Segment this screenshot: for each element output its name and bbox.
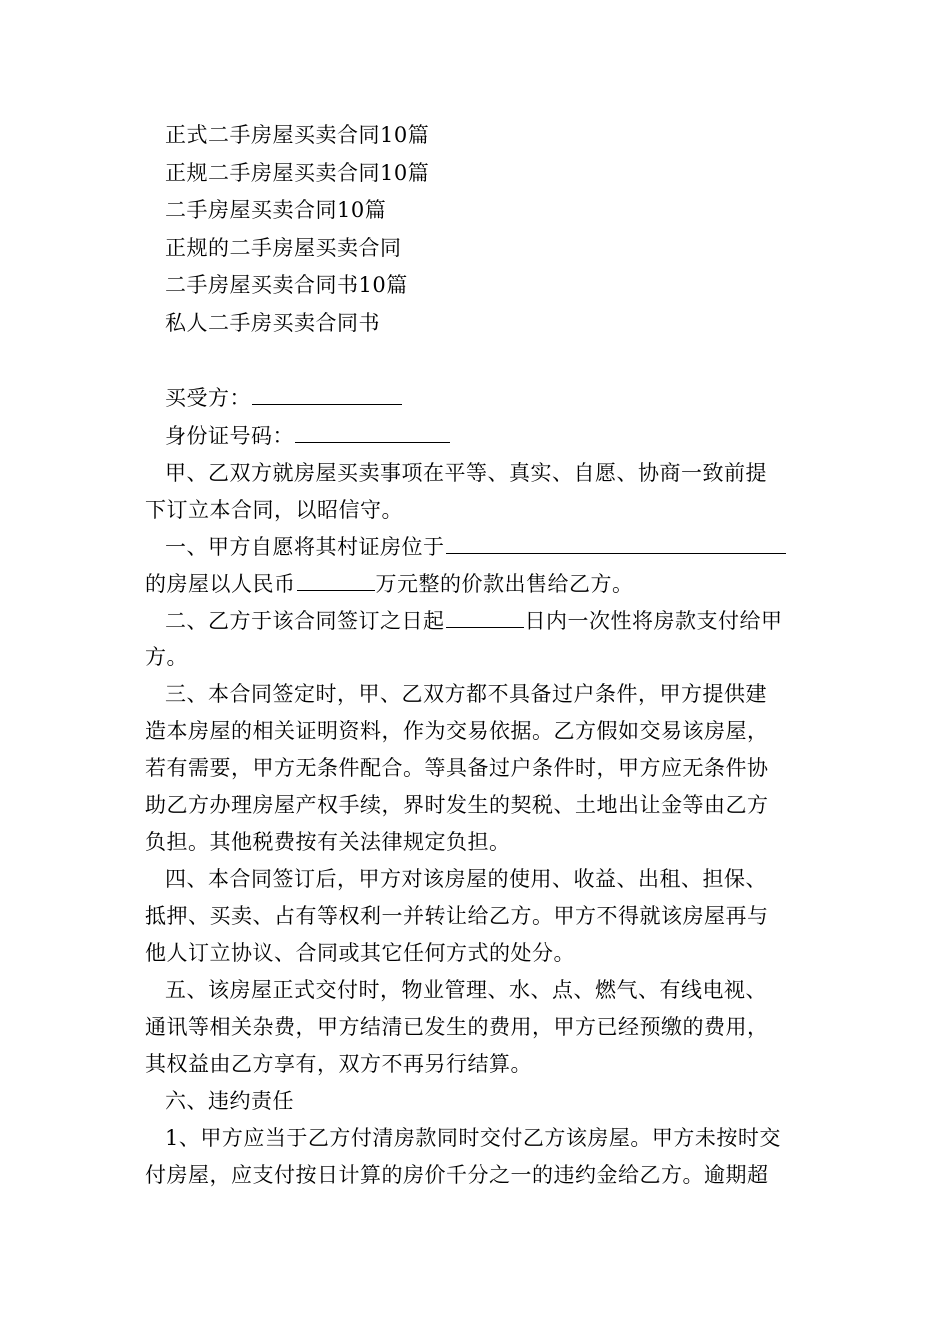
clause3-line-2: 造本房屋的相关证明资料，作为交易依据。乙方假如交易该房屋， (145, 719, 769, 743)
clause2-line-1 (145, 605, 830, 636)
buyer-field (145, 382, 830, 413)
location-blank[interactable] (446, 531, 786, 554)
id-field (145, 420, 830, 451)
clause2-text-1: 二、乙方于该合同签订之日起 (165, 609, 445, 633)
clause4-line-1: 四、本合同签订后，甲方对该房屋的使用、收益、出租、担保、 (165, 867, 767, 891)
id-label: 身份证号码： (165, 424, 294, 448)
clause1-text-1: 一、甲方自愿将其村证房位于 (165, 535, 445, 559)
title-line-4: 正规的二手房屋买卖合同 (165, 236, 402, 260)
clause1-line-2 (145, 568, 810, 599)
clause6-heading: 六、违约责任 (165, 1089, 294, 1113)
days-blank[interactable] (446, 605, 524, 628)
clause1-text-3: 万元整的价款出售给乙方。 (375, 572, 634, 596)
clause3-line-5: 负担。其他税费按有关法律规定负担。 (145, 830, 511, 854)
id-blank[interactable] (295, 420, 450, 443)
clause1-line-1 (145, 531, 830, 562)
clause5-line-1: 五、该房屋正式交付时，物业管理、水、点、燃气、有线电视、 (165, 978, 767, 1002)
title-line-6: 私人二手房买卖合同书 (165, 311, 380, 335)
buyer-label: 买受方： (165, 386, 251, 410)
clause1-text-2: 的房屋以人民币 (145, 572, 296, 596)
clause6-item1-line-1: 1、甲方应当于乙方付清房款同时交付乙方该房屋。甲方未按时交 (165, 1126, 781, 1150)
clause3-line-3: 若有需要，甲方无条件配合。等具备过户条件时，甲方应无条件协 (145, 756, 769, 780)
clause4-line-2: 抵押、买卖、占有等权利一并转让给乙方。甲方不得就该房屋再与 (145, 904, 769, 928)
buyer-blank[interactable] (252, 382, 402, 405)
clause5-line-2: 通讯等相关杂费，甲方结清已发生的费用，甲方已经预缴的费用， (145, 1015, 769, 1039)
title-line-2: 正规二手房屋买卖合同10篇 (165, 161, 430, 185)
clause4-line-3: 他人订立协议、合同或其它任何方式的处分。 (145, 941, 575, 965)
clause3-line-1: 三、本合同签定时，甲、乙双方都不具备过户条件，甲方提供建 (165, 682, 767, 706)
clause3-line-4: 助乙方办理房屋产权手续，界时发生的契税、土地出让金等由乙方 (145, 793, 769, 817)
clause5-line-3: 其权益由乙方享有，双方不再另行结算。 (145, 1052, 532, 1076)
clause2-line-2: 方。 (145, 645, 188, 669)
title-line-5: 二手房屋买卖合同书10篇 (165, 273, 408, 297)
price-blank[interactable] (297, 568, 375, 591)
clause2-text-2: 日内一次性将房款支付给甲 (524, 609, 783, 633)
clause6-item1-line-2: 付房屋，应支付按日计算的房价千分之一的违约金给乙方。逾期超 (145, 1163, 769, 1187)
intro-line-1: 甲、乙双方就房屋买卖事项在平等、真实、自愿、协商一致前提 (165, 461, 767, 485)
title-line-3: 二手房屋买卖合同10篇 (165, 198, 387, 222)
title-line-1: 正式二手房屋买卖合同10篇 (165, 123, 430, 147)
intro-line-2: 下订立本合同，以昭信守。 (145, 498, 403, 522)
